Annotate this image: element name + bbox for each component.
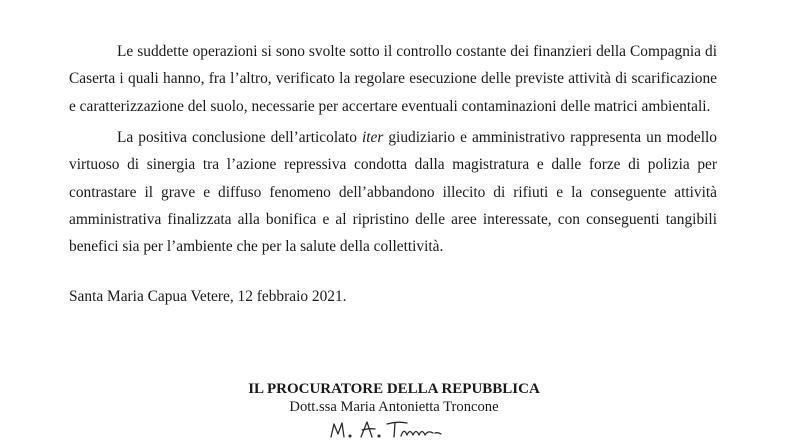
- place-and-date: Santa Maria Capua Vetere, 12 febbraio 2021.: [69, 288, 347, 305]
- body-paragraph: [69, 124, 717, 260]
- paragraph-text: giudiziario e amministrativo rappresenta un modello virtuoso di sinergia tra l’azione repressiva condotta dalla magistratura e dalle forze di polizia per contrastare il grave e diffuso fenomeno dell’abbandono illecito di rifiuti e la conseguente attività amministrativa finalizzata alla bonifica e al ripristino delle aree interessate, con conseguenti tangibili benefici sia per l’ambiente che per la salute della collettività.: [69, 129, 717, 256]
- handwritten-signature: [325, 417, 475, 443]
- paragraph-text: La positiva conclusione dell’articolato: [117, 129, 362, 146]
- italic-term: iter: [361, 129, 384, 146]
- paragraph-text: Le suddette operazioni si sono svolte sotto il controllo costante dei finanzieri della Compagnia di Caserta i quali hanno, fra l’altro, verificato la regolare esecuzione delle previste attività di scarificazione e caratterizzazione del suolo, necessarie per accertare eventuali contaminazioni delle matrici ambientali.: [69, 43, 717, 115]
- signature-block: [244, 380, 544, 416]
- body-paragraph: [69, 38, 717, 120]
- signer-title: IL PROCURATORE DELLA REPUBBLICA: [248, 381, 540, 397]
- signer-name: Dott.ssa Maria Antonietta Troncone: [289, 399, 499, 415]
